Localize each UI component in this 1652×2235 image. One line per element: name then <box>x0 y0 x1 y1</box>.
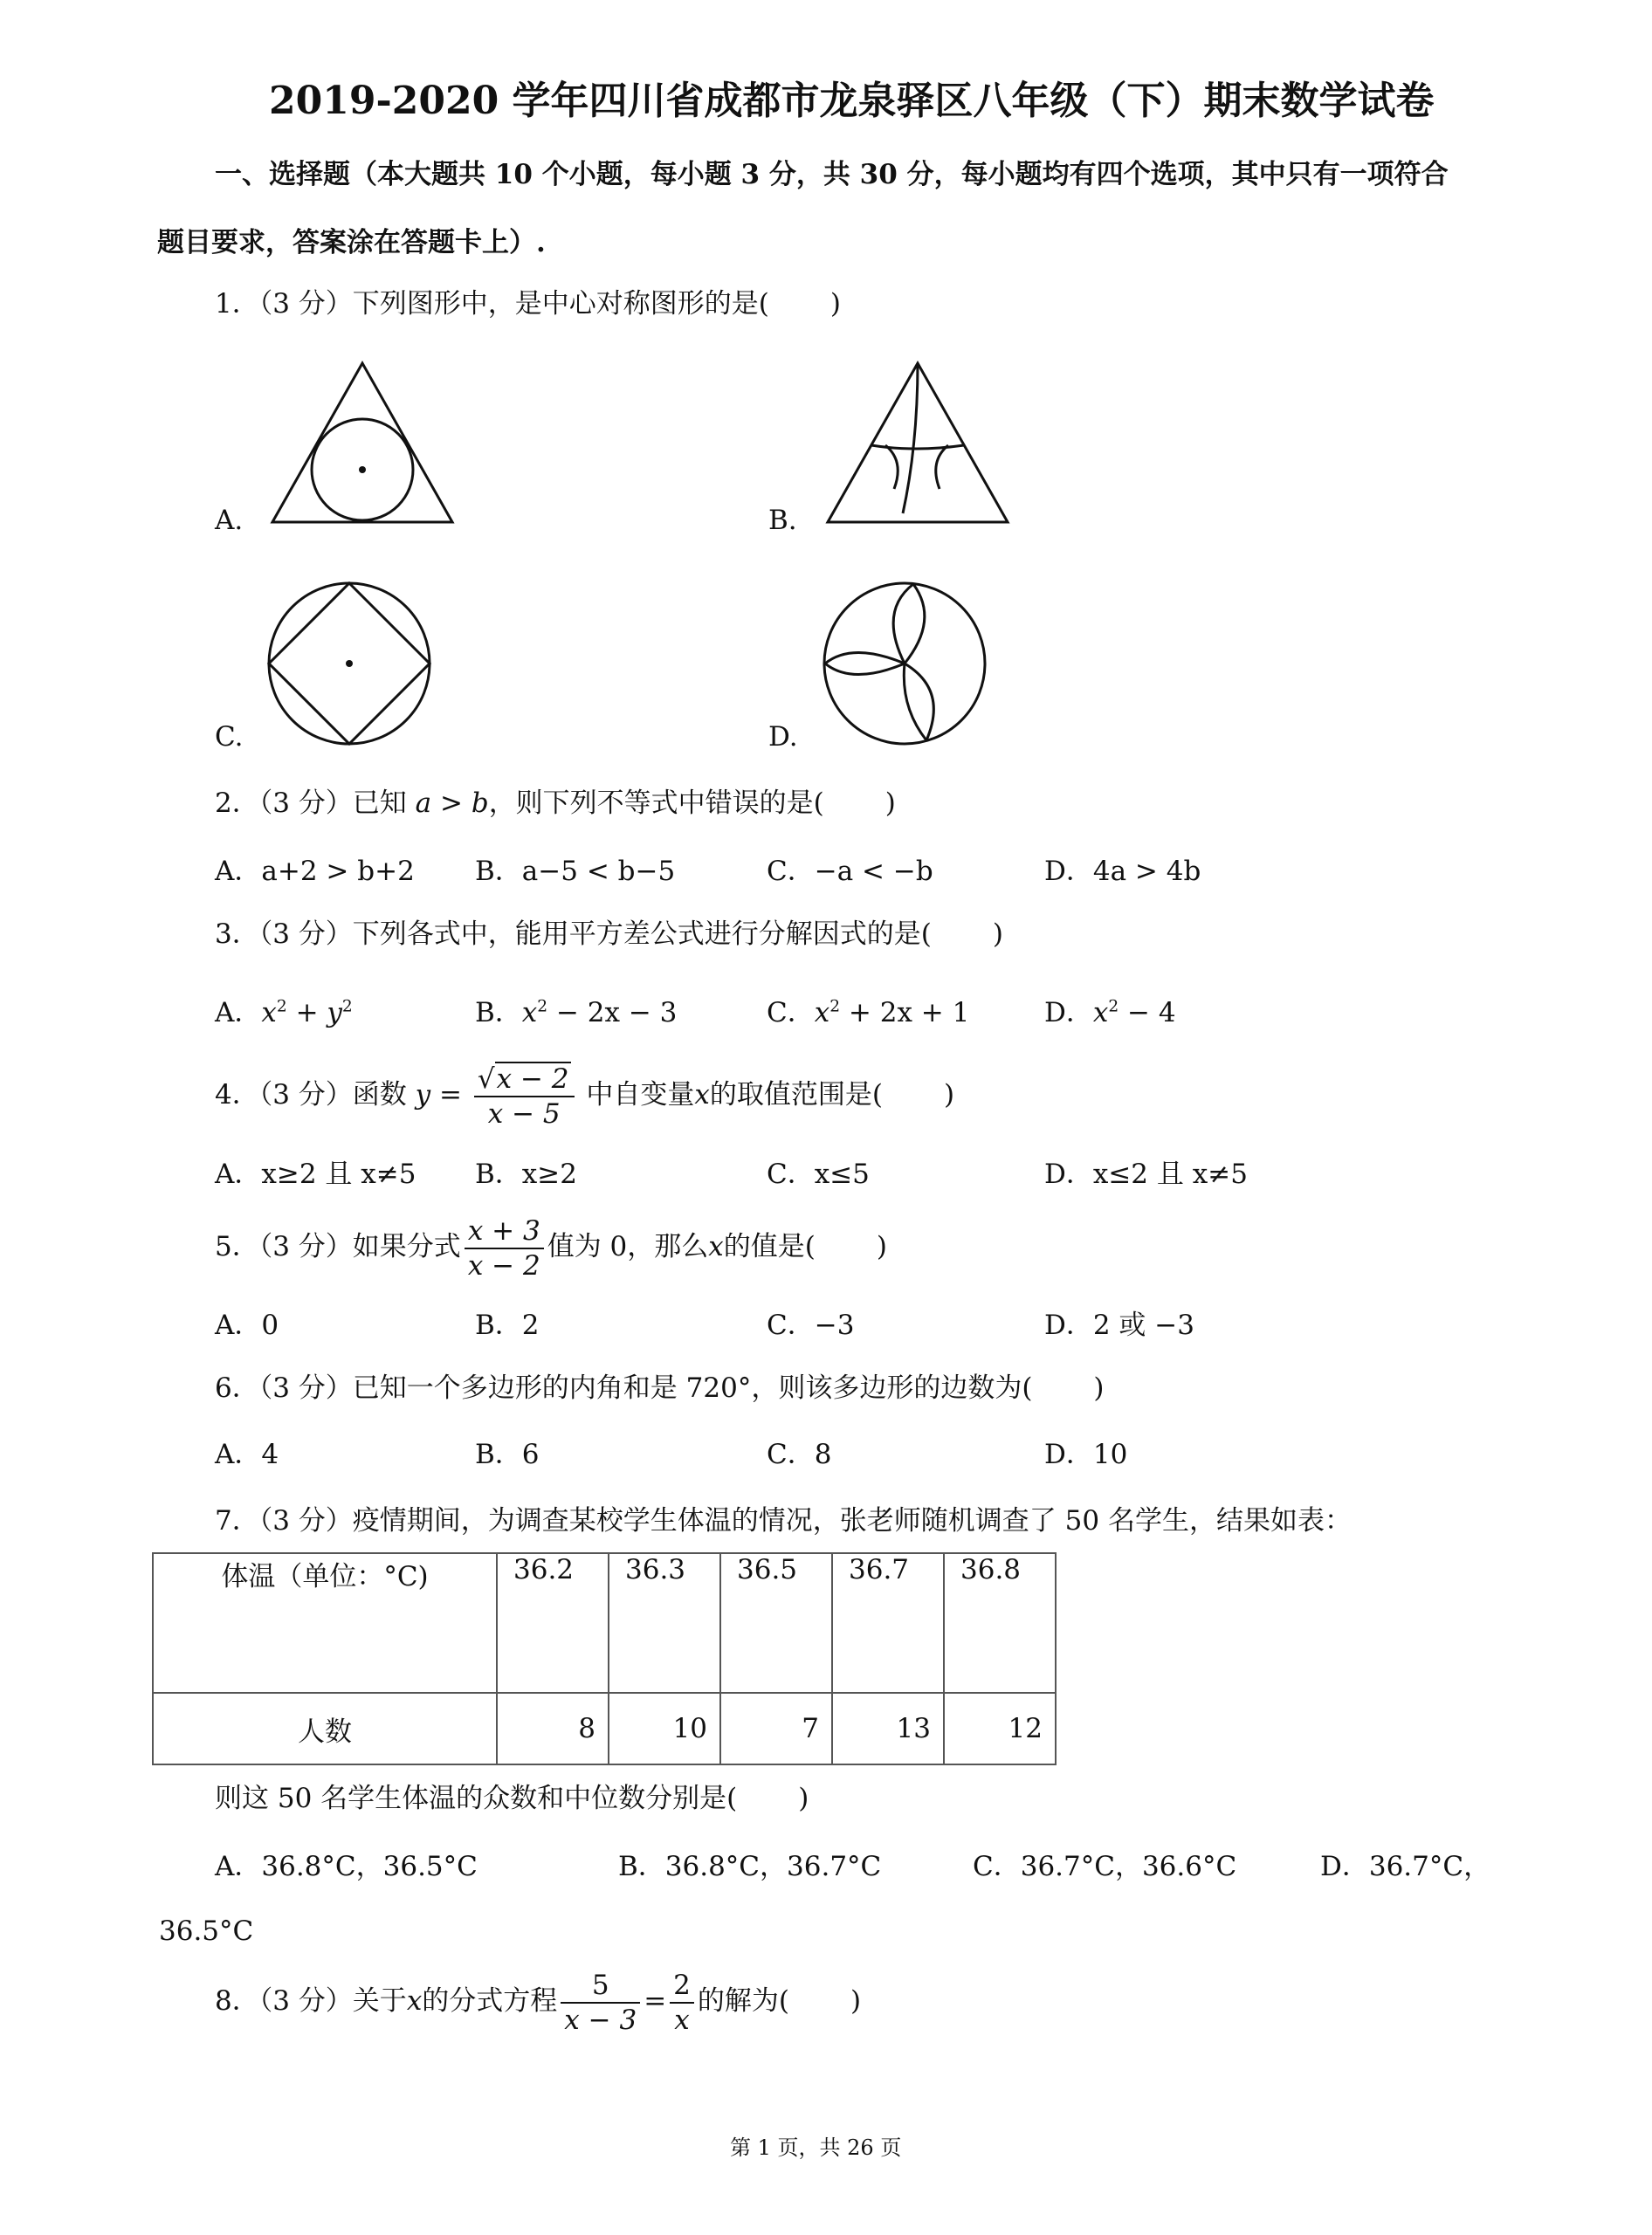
table-row <box>153 1553 1056 1693</box>
table-cell: 12 <box>944 1693 1056 1764</box>
table-cell: 13 <box>832 1693 944 1764</box>
question-3-option-c: C．$x^2 + 2x + 1$ <box>767 997 970 1028</box>
question-4-option-d: D．x≤2 且 x≠5 <box>1044 1159 1248 1190</box>
question-1-stem: 1．（3 分）下列图形中，是中心对称图形的是( ) <box>215 288 842 320</box>
center-dot <box>346 660 353 667</box>
question-3-option-d: D．$x^2 - 4$ <box>1044 997 1176 1028</box>
question-6-option-d: D．10 <box>1044 1439 1128 1470</box>
table-cell: 36.3 <box>609 1553 720 1693</box>
fraction: $\frac{√x - 2}{x - 5}$ <box>474 1062 575 1131</box>
table-cell: 36.5 <box>720 1553 832 1693</box>
figure-d-circle-arcs <box>817 576 992 751</box>
question-2-option-b: B．a−5 < b−5 <box>475 856 676 887</box>
temperature-table <box>152 1552 1057 1765</box>
table-cell: 36.7 <box>832 1553 944 1693</box>
question-3-stem: 3．（3 分）下列各式中，能用平方差公式进行分解因式的是( ) <box>215 918 1004 950</box>
question-5-option-a: A．0 <box>215 1310 279 1341</box>
arc-shape <box>885 445 898 489</box>
question-7-option-a: A．36.8°C，36.5°C <box>215 1851 478 1882</box>
option-label-a: A. <box>215 505 244 536</box>
arc-shape <box>825 653 905 664</box>
arc-shape <box>936 445 948 489</box>
section-heading-line1: 一、选择题（本大题共 10 个小题，每小题 3 分，共 30 分，每小题均有四个选项，其中只有一项符合 <box>215 159 1449 190</box>
arc-shape <box>825 664 905 675</box>
question-2-stem: 2．（3 分）已知 a > b，则下列不等式中错误的是( ) <box>215 787 896 819</box>
question-7-option-b: B．36.8°C，36.7°C <box>618 1851 882 1882</box>
option-label-c: C. <box>215 721 244 753</box>
table-row <box>153 1693 1056 1764</box>
arc-shape <box>905 584 925 664</box>
question-6-option-c: C．8 <box>767 1439 832 1470</box>
question-8-stem: 8．（3 分）关于x的分式方程 $\frac{5}{x - 3}$ = $\frac{2}{x}$ 的解为( ) <box>215 1969 862 2036</box>
question-5-option-d: D．2 或 −3 <box>1044 1310 1194 1341</box>
table-cell: 36.8 <box>944 1553 1056 1693</box>
table-header-cell: 人数 <box>153 1693 497 1764</box>
table-cell: 8 <box>497 1693 609 1764</box>
question-4-option-b: B．x≥2 <box>475 1159 577 1190</box>
question-7-option-c: C．36.7°C，36.6°C <box>973 1851 1237 1882</box>
question-7-question: 则这 50 名学生体温的众数和中位数分别是( ) <box>215 1783 809 1814</box>
question-2-option-a: A．a+2 > b+2 <box>215 856 415 887</box>
question-7-option-d: D．36.7°C， <box>1320 1851 1491 1882</box>
page-title: 2019-2020 学年四川省成都市龙泉驿区八年级（下）期末数学试卷 <box>269 79 1435 123</box>
fraction: $\frac{x + 3}{x - 2}$ <box>465 1214 544 1283</box>
section-heading-line2: 题目要求，答案涂在答题卡上）. <box>157 227 546 258</box>
question-6-option-a: A．4 <box>215 1439 279 1470</box>
question-2-option-d: D．4a > 4b <box>1044 856 1201 887</box>
triangle-shape <box>272 363 452 522</box>
option-label-b: B. <box>768 505 797 536</box>
question-7-option-d-cont: 36.5°C <box>159 1915 254 1947</box>
question-3-option-a: A．$x^2 + y^2$ <box>215 997 353 1028</box>
option-label-d: D. <box>768 721 798 753</box>
question-6-option-b: B．6 <box>475 1439 540 1470</box>
question-4-stem: 4．（3 分）函数 y = $\frac{√x - 2}{x - 5}$ 中自变量x的取值范围是( ) <box>215 1062 955 1130</box>
table-cell: 10 <box>609 1693 720 1764</box>
figure-b-triangle-arcs <box>817 358 1018 533</box>
question-2-option-c: C．−a < −b <box>767 856 933 887</box>
figure-c-circle-square <box>262 576 437 751</box>
question-5-option-c: C．−3 <box>767 1310 855 1341</box>
arc-shape <box>904 664 926 740</box>
fraction: $\frac{5}{x - 3}$ <box>561 1969 640 2037</box>
page-footer: 第 1 页，共 26 页 <box>730 2135 902 2160</box>
question-4-option-a: A．x≥2 且 x≠5 <box>215 1159 416 1190</box>
question-6-stem: 6．（3 分）已知一个多边形的内角和是 720°，则该多边形的边数为( ) <box>215 1372 1105 1404</box>
table-header-cell: 体温（单位：°C) <box>153 1553 497 1693</box>
figure-a-triangle-incircle <box>262 358 463 533</box>
question-4-option-c: C．x≤5 <box>767 1159 870 1190</box>
table-cell: 7 <box>720 1693 832 1764</box>
question-5-stem: 5．（3 分）如果分式 $\frac{x + 3}{x - 2}$ 值为 0，那么x的值是( ) <box>215 1214 887 1282</box>
fraction: $\frac{2}{x}$ <box>670 1969 694 2037</box>
question-7-stem: 7．（3 分）疫情期间，为调查某校学生体温的情况，张老师随机调查了 50 名学生，结果如表： <box>215 1505 1352 1537</box>
arc-shape <box>893 584 913 664</box>
center-dot <box>359 466 366 473</box>
table-cell: 36.2 <box>497 1553 609 1693</box>
question-5-option-b: B．2 <box>475 1310 540 1341</box>
question-3-option-b: B．$x^2 - 2x - 3$ <box>475 997 678 1028</box>
